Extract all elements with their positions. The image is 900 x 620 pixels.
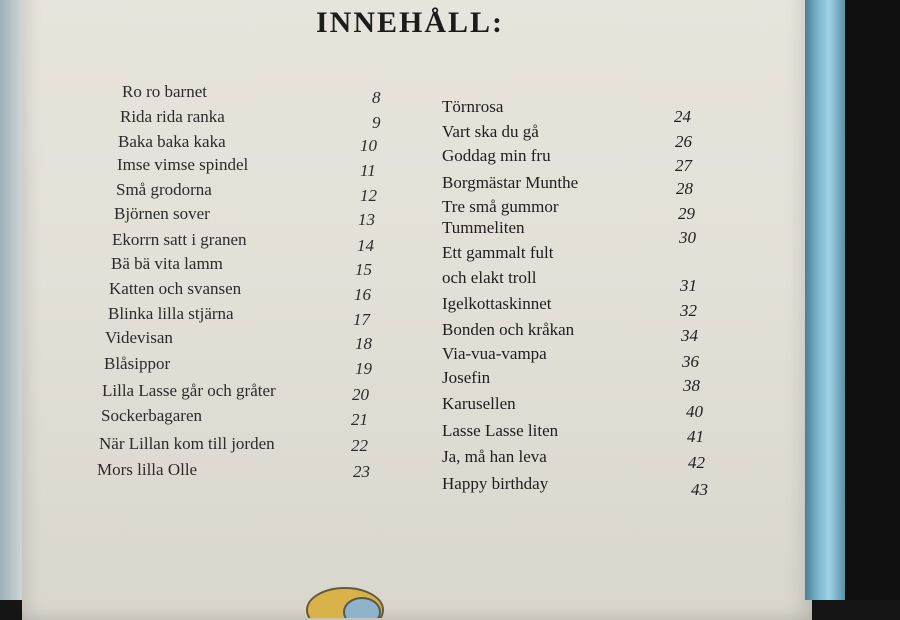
- toc-entry-title: Lilla Lasse går och gråter: [102, 381, 276, 400]
- toc-entry: [109, 277, 379, 304]
- toc-entry-page: 24: [674, 107, 691, 126]
- toc-entry-page: 36: [682, 352, 699, 371]
- toc-entry-page: 8: [372, 88, 381, 107]
- toc-entry-title: Mors lilla Olle: [97, 460, 198, 479]
- toc-entry-page: 19: [355, 359, 372, 378]
- toc-entry-page: 22: [351, 436, 368, 455]
- toc-entry: [120, 105, 390, 132]
- toc-entry-page: 29: [678, 204, 695, 223]
- toc-entry: [117, 153, 387, 180]
- toc-entry-title: Björnen sover: [114, 204, 210, 223]
- toc-entry-title: Blåsippor: [104, 354, 171, 373]
- toc-entry-page: 17: [353, 310, 370, 329]
- toc-entry: [108, 302, 378, 329]
- toc-entry-title: Lasse Lasse liten: [442, 421, 559, 440]
- toc-entry-title: Ro ro barnet: [122, 82, 207, 101]
- toc-entry-title: Baka baka kaka: [118, 132, 226, 151]
- toc-entry-title: Bonden och kråkan: [442, 320, 575, 339]
- toc-entry-page: 34: [681, 326, 698, 345]
- toc-entry: [442, 292, 712, 320]
- toc-entry-page: 42: [688, 453, 705, 472]
- toc-entry: [442, 445, 712, 472]
- book-cover-edge: [805, 0, 845, 600]
- toc-entry-title: Små grodorna: [116, 180, 212, 199]
- toc-entry-page: 12: [360, 186, 377, 205]
- toc-entry: [97, 458, 377, 482]
- toc-entry: [118, 130, 388, 154]
- toc-entry: [442, 419, 712, 446]
- toc-entry: [442, 216, 712, 247]
- toc-entry-page: 23: [353, 462, 370, 481]
- toc-entry-page: 41: [687, 427, 704, 446]
- toc-entry-title: Videvisan: [105, 328, 173, 347]
- toc-entry-page: 38: [683, 376, 700, 395]
- toc-entry-title: Törnrosa: [442, 97, 504, 116]
- toc-entry-title: och elakt troll: [442, 268, 537, 287]
- toc-entry-title: Ekorrn satt i granen: [112, 230, 247, 249]
- toc-entry-page: 10: [360, 136, 377, 155]
- toc-entry-page: 18: [355, 334, 372, 353]
- toc-entry-page: 9: [372, 113, 381, 132]
- toc-entry-title: Happy birthday: [442, 474, 549, 493]
- toc-entry-title: När Lillan kom till jorden: [99, 434, 275, 453]
- toc-entry-page: 40: [686, 402, 703, 421]
- toc-entry-title: Igelkottaskinnet: [442, 294, 552, 313]
- toc-entry: [442, 120, 712, 151]
- toc-entry-page: 11: [360, 161, 376, 180]
- toc-entry: [114, 202, 384, 229]
- toc-entry: [99, 432, 379, 456]
- background-dark: [845, 0, 900, 600]
- toc-entry-page: 15: [355, 260, 372, 279]
- toc-entry-page: 20: [352, 385, 369, 404]
- toc-entry: [111, 252, 381, 279]
- toc-entry-page: 31: [680, 276, 697, 295]
- toc-entry: [442, 95, 712, 126]
- toc-entry: [112, 228, 382, 255]
- toc-entry: [442, 366, 712, 395]
- toc-entry: [105, 326, 375, 353]
- toc-heading: INNEHÅLL:: [315, 6, 505, 39]
- toc-entry-page: 21: [351, 410, 368, 429]
- toc-entry-title: Bä bä vita lamm: [111, 254, 223, 273]
- toc-entry-title: Borgmästar Munthe: [442, 173, 579, 192]
- toc-entry: [442, 144, 712, 175]
- illustration-fragment: [300, 578, 390, 618]
- toc-entry-title: Imse vimse spindel: [117, 155, 249, 174]
- toc-entry-title: Josefin: [442, 368, 491, 387]
- toc-entry: [101, 404, 381, 428]
- toc-entry: [442, 318, 712, 345]
- toc-entry-title: Goddag min fru: [442, 146, 551, 165]
- toc-entry: [442, 472, 712, 499]
- toc-entry-page: 30: [679, 228, 696, 247]
- toc-entry-title: Katten och svansen: [109, 279, 242, 298]
- toc-entry: [442, 266, 712, 295]
- toc-entry-page: 26: [675, 132, 692, 151]
- toc-entry-title: Tre små gummor: [442, 197, 559, 216]
- toc-entry-title: Karusellen: [442, 394, 516, 413]
- toc-entry-title: Ja, må han leva: [442, 447, 547, 466]
- toc-entry-title: Tummeliten: [442, 218, 525, 237]
- toc-entry: [104, 352, 374, 376]
- toc-entry-title: Sockerbagaren: [101, 406, 203, 425]
- toc-entry: [442, 171, 712, 198]
- toc-entry: [442, 392, 712, 421]
- toc-entry-title: Ett gammalt fult: [442, 243, 554, 262]
- toc-entry-title: Blinka lilla stjärna: [108, 304, 234, 323]
- toc-entry: [122, 80, 392, 107]
- toc-entry-page: 28: [676, 179, 693, 198]
- toc-entry-page: 27: [675, 156, 692, 175]
- toc-entry-page: 43: [691, 480, 708, 499]
- toc-entry-page: 16: [354, 285, 371, 304]
- toc-entry: [102, 379, 382, 403]
- toc-entry: [442, 342, 712, 371]
- toc-entry-title: Vart ska du gå: [442, 122, 539, 141]
- toc-entry-title: Rida rida ranka: [120, 107, 225, 126]
- toc-entry-title: Via-vua-vampa: [442, 344, 547, 363]
- toc-entry-page: 14: [357, 236, 374, 255]
- toc-entry-page: 32: [680, 301, 697, 320]
- toc-entry: [116, 178, 386, 205]
- toc-entry-page: 13: [358, 210, 375, 229]
- toc-entry: [442, 241, 712, 265]
